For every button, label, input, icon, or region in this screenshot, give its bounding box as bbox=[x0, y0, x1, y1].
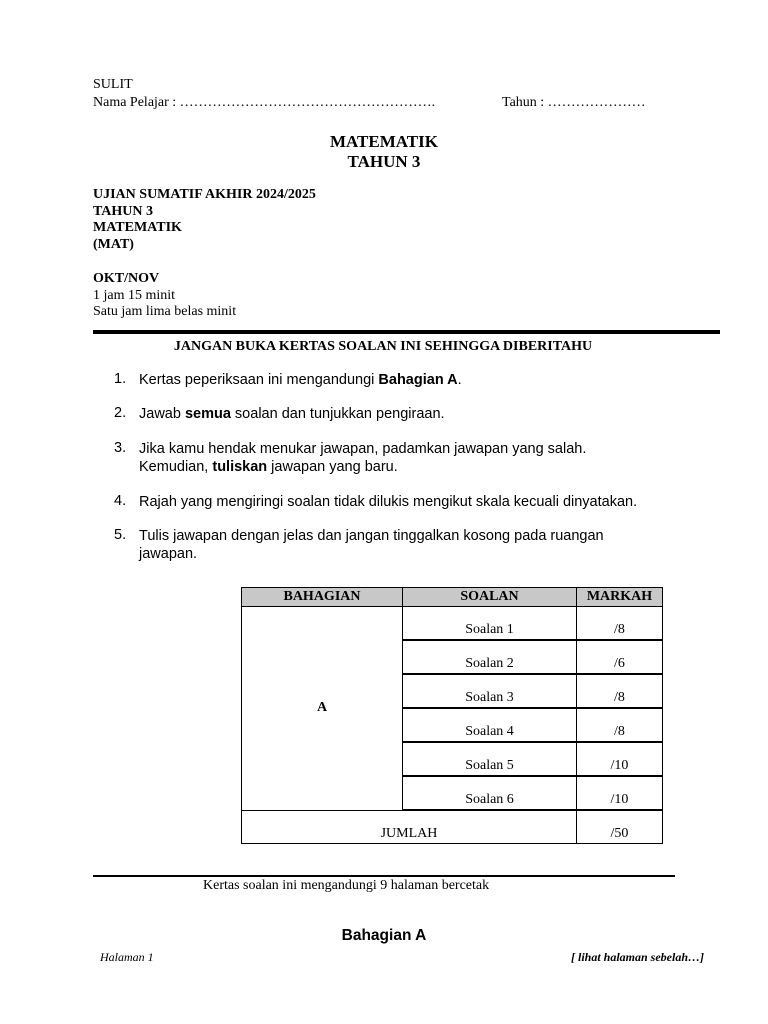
marks-table bbox=[241, 587, 663, 844]
instruction-text: Rajah yang mengiringi soalan tidak dilukis mengikut skala kecuali dinyatakan. bbox=[139, 494, 638, 510]
exam-code: (MAT) bbox=[93, 237, 134, 252]
exam-duration-words: Satu jam lima belas minit bbox=[93, 304, 237, 319]
question-cell: Soalan 5 bbox=[403, 742, 577, 776]
instruction-text: Tulis jawapan dengan jelas dan jangan tinggalkan kosong pada ruangan jawapan. bbox=[139, 528, 604, 562]
exam-duration: 1 jam 15 minit bbox=[93, 288, 176, 303]
marks-cell: /10 bbox=[577, 742, 663, 776]
pages-note: Kertas soalan ini mengandungi 9 halaman bercetak bbox=[203, 878, 490, 893]
header-section: BAHAGIAN bbox=[242, 588, 403, 607]
instruction-text: Jika kamu hendak menukar jawapan, padamkan jawapan yang salah. Kemudian, tuliskan jawapan yang baru. bbox=[139, 441, 587, 475]
question-cell: Soalan 4 bbox=[403, 708, 577, 742]
section-heading: Bahagian A bbox=[341, 927, 427, 944]
exam-name: UJIAN SUMATIF AKHIR 2024/2025 bbox=[93, 187, 316, 202]
instruction-number: 2. bbox=[114, 405, 127, 421]
next-page-note: [ lihat halaman sebelah…] bbox=[570, 950, 704, 964]
total-marks: /50 bbox=[577, 810, 663, 844]
instruction-text: Jawab semua soalan dan tunjukkan pengiraan. bbox=[139, 406, 445, 422]
table-row bbox=[242, 607, 663, 641]
title-subject: MATEMATIK bbox=[330, 132, 438, 151]
instruction-number: 5. bbox=[114, 527, 127, 543]
table-total-row bbox=[242, 810, 663, 844]
exam-subject: MATEMATIK bbox=[93, 220, 182, 235]
divider-rule bbox=[93, 330, 720, 334]
instruction-number: 1. bbox=[114, 371, 127, 387]
instruction-number: 4. bbox=[114, 493, 127, 509]
table-header-row bbox=[242, 588, 663, 607]
question-cell: Soalan 6 bbox=[403, 776, 577, 810]
footer-rule bbox=[93, 875, 675, 877]
total-label: JUMLAH bbox=[242, 810, 577, 844]
exam-year: TAHUN 3 bbox=[93, 204, 154, 219]
warning-notice: JANGAN BUKA KERTAS SOALAN INI SEHINGGA DIBERITAHU bbox=[173, 339, 593, 354]
marks-cell: /6 bbox=[577, 640, 663, 674]
year-line: Tahun : ………………… bbox=[502, 95, 646, 110]
question-cell: Soalan 2 bbox=[403, 640, 577, 674]
student-name-line: Nama Pelajar : ………………………………………………. bbox=[93, 95, 436, 110]
marks-cell: /8 bbox=[577, 708, 663, 742]
section-cell: A bbox=[242, 607, 403, 811]
instruction-number: 3. bbox=[114, 440, 127, 456]
marks-cell: /8 bbox=[577, 674, 663, 708]
title-year: TAHUN 3 bbox=[347, 152, 421, 171]
instruction-text: Kertas peperiksaan ini mengandungi Bahagian A. bbox=[139, 372, 462, 388]
marks-cell: /10 bbox=[577, 776, 663, 810]
page-number: Halaman 1 bbox=[100, 950, 154, 964]
classification-label: SULIT bbox=[93, 77, 133, 92]
marks-cell: /8 bbox=[577, 607, 663, 641]
question-cell: Soalan 3 bbox=[403, 674, 577, 708]
header-question: SOALAN bbox=[403, 588, 577, 607]
header-marks: MARKAH bbox=[577, 588, 663, 607]
exam-session: OKT/NOV bbox=[93, 271, 160, 286]
question-cell: Soalan 1 bbox=[403, 607, 577, 641]
